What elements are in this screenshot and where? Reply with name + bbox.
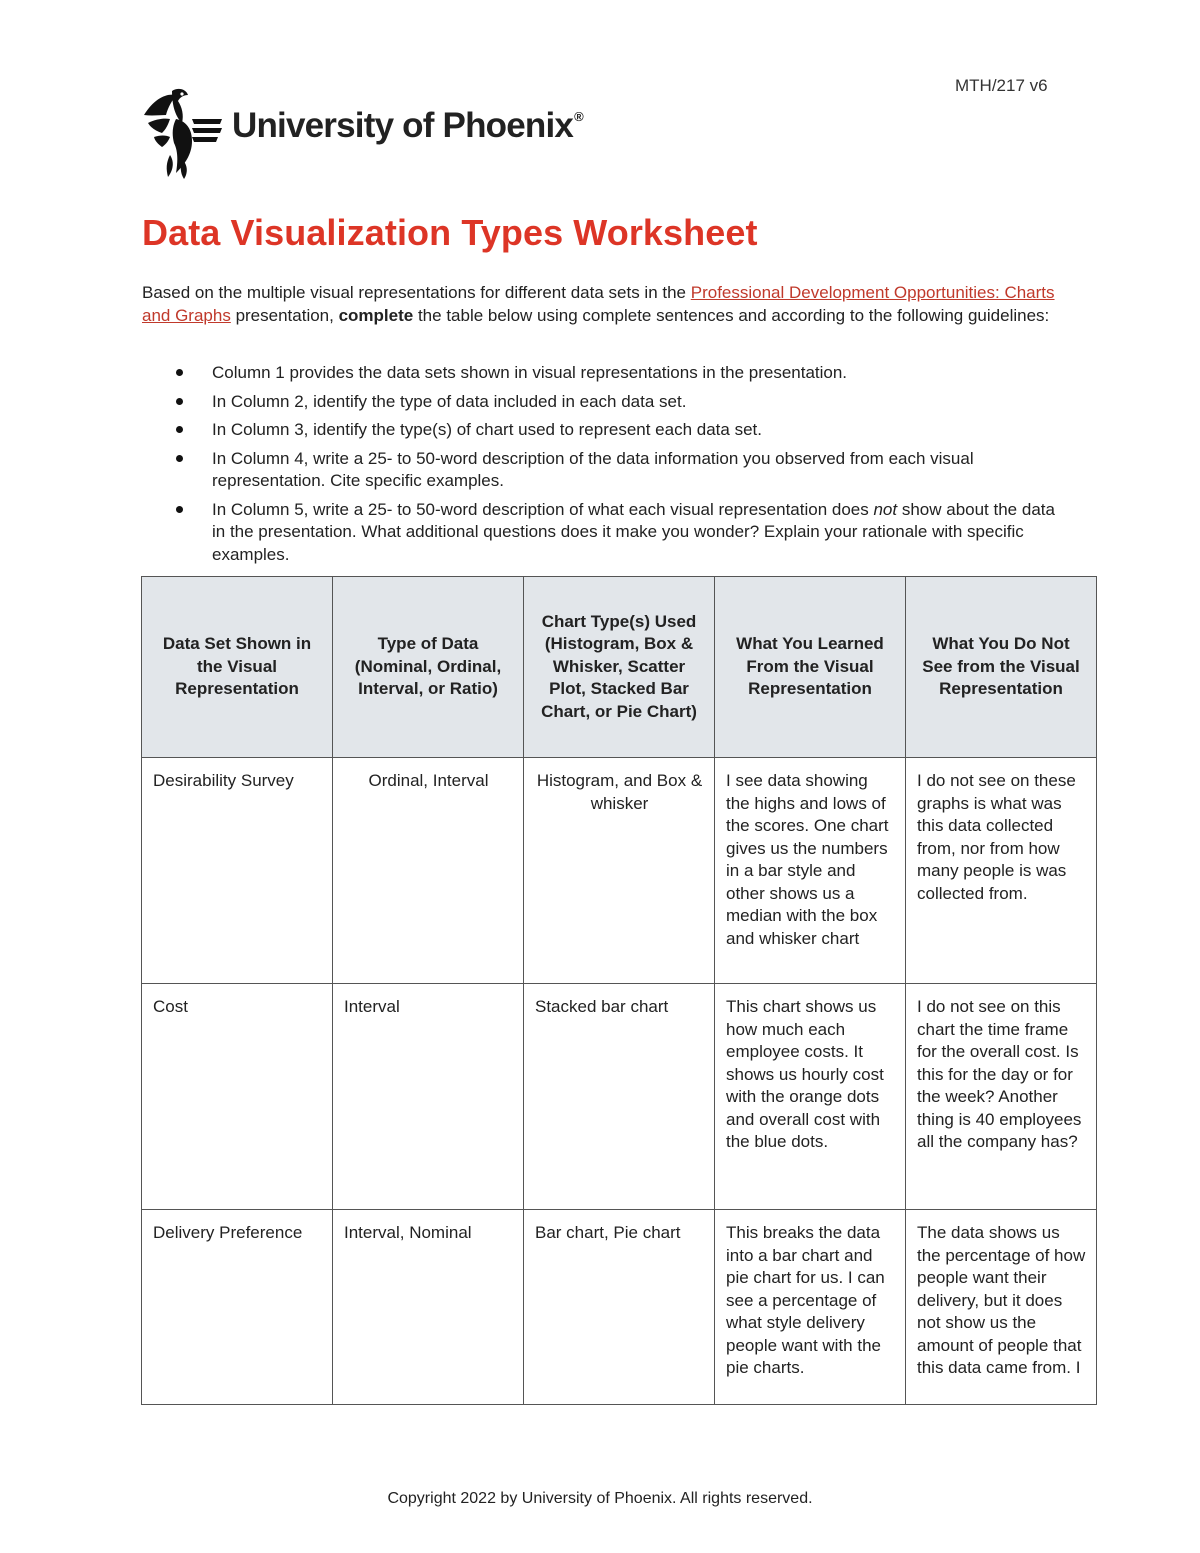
guideline-text-part: In Column 5, write a 25- to 50-word description of what each visual representation does — [212, 499, 874, 519]
table-row — [142, 758, 1097, 984]
cell-not-seen[interactable]: I do not see on these graphs is what was this data collected from, nor from how many people is was collected from. — [906, 758, 1097, 984]
logo-wordmark — [232, 106, 583, 146]
guideline-emphasis: not — [873, 499, 898, 519]
header-data-type: Type of Data (Nominal, Ordinal, Interval, or Ratio) — [333, 577, 524, 758]
header-data-set: Data Set Shown in the Visual Representation — [142, 577, 333, 758]
guideline-text: In Column 2, identify the type of data included in each data set. — [212, 391, 687, 411]
guideline-text: In Column 3, identify the type(s) of chart used to represent each data set. — [212, 420, 762, 439]
cell-data-set[interactable]: Desirability Survey — [142, 758, 333, 984]
header-chart-type: Chart Type(s) Used (Histogram, Box & Whisker, Scatter Plot, Stacked Bar Chart, or Pie Chart) — [524, 577, 715, 758]
guideline-item — [172, 391, 1062, 414]
bullet-icon — [176, 369, 183, 376]
guideline-item — [172, 419, 1062, 442]
course-code: MTH/217 v6 — [955, 76, 1048, 95]
cell-data-type[interactable]: Ordinal, Interval — [333, 758, 524, 984]
bullet-icon — [176, 398, 183, 405]
intro-bold-word: complete — [338, 305, 414, 325]
guidelines-list — [172, 362, 1062, 572]
table-row — [142, 1210, 1097, 1405]
guideline-text: In Column 4, write a 25- to 50-word description of the data information you observed from each visual representation. Cite specific examples. — [212, 448, 974, 490]
cell-data-type[interactable]: Interval — [333, 984, 524, 1210]
bullet-icon — [176, 506, 183, 513]
cell-chart-type[interactable]: Bar chart, Pie chart — [524, 1210, 715, 1405]
table-header-row — [142, 577, 1097, 758]
cell-learned[interactable]: I see data showing the highs and lows of the scores. One chart gives us the numbers in a bar style and other shows us a median with the box and whisker chart — [715, 758, 906, 984]
phoenix-bird-icon — [142, 85, 224, 179]
cell-chart-type[interactable]: Histogram, and Box & whisker — [524, 758, 715, 984]
guideline-item — [172, 448, 1062, 493]
cell-data-set[interactable]: Cost — [142, 984, 333, 1210]
presentation-link[interactable]: Professional Development Opportunities: Charts and Graphs — [142, 283, 1055, 325]
intro-text-3: the table below using complete sentences and according to the following guidelines: — [413, 305, 1050, 325]
guideline-item — [172, 499, 1062, 567]
bullet-icon — [176, 426, 183, 433]
cell-data-set[interactable]: Delivery Preference — [142, 1210, 333, 1405]
worksheet-table — [141, 576, 1097, 1405]
guideline-item — [172, 362, 1062, 385]
university-logo — [142, 84, 583, 180]
table-row — [142, 984, 1097, 1210]
guideline-text-part: show about the data in the presentation. What additional questions does it make you wonder? Explain your rationale with specific examples. — [212, 499, 1055, 564]
logo-name: University of Phoenix — [232, 106, 574, 145]
copyright-footer: Copyright 2022 by University of Phoenix. All rights reserved. — [387, 1490, 813, 1507]
cell-learned[interactable]: This breaks the data into a bar chart and pie chart for us. I can see a percentage of what style delivery people want with the pie charts. — [715, 1210, 906, 1405]
guideline-text: Column 1 provides the data sets shown in visual representations in the presentation. — [212, 363, 848, 382]
bullet-icon — [176, 455, 183, 462]
intro-text-1: Based on the multiple visual representations for different data sets in the — [142, 283, 691, 302]
cell-not-seen[interactable]: The data shows us the percentage of how people want their delivery, but it does not show us the amount of people that this data came from. I — [906, 1210, 1097, 1405]
header-learned: What You Learned From the Visual Representation — [715, 577, 906, 758]
header-not-seen: What You Do Not See from the Visual Representation — [906, 577, 1097, 758]
intro-paragraph — [142, 282, 1072, 327]
cell-not-seen[interactable]: I do not see on this chart the time frame for the overall cost. Is this for the day or for the week? Another thing is 40 employees all the company has? — [906, 984, 1097, 1210]
cell-data-type[interactable]: Interval, Nominal — [333, 1210, 524, 1405]
cell-learned[interactable]: This chart shows us how much each employee costs. It shows us hourly cost with the orange dots and overall cost with the blue dots. — [715, 984, 906, 1210]
cell-chart-type[interactable]: Stacked bar chart — [524, 984, 715, 1210]
intro-text-2: presentation, — [230, 305, 339, 325]
page-title: Data Visualization Types Worksheet — [142, 212, 758, 253]
guideline-text — [212, 500, 1055, 564]
registered-mark: ® — [574, 109, 583, 124]
